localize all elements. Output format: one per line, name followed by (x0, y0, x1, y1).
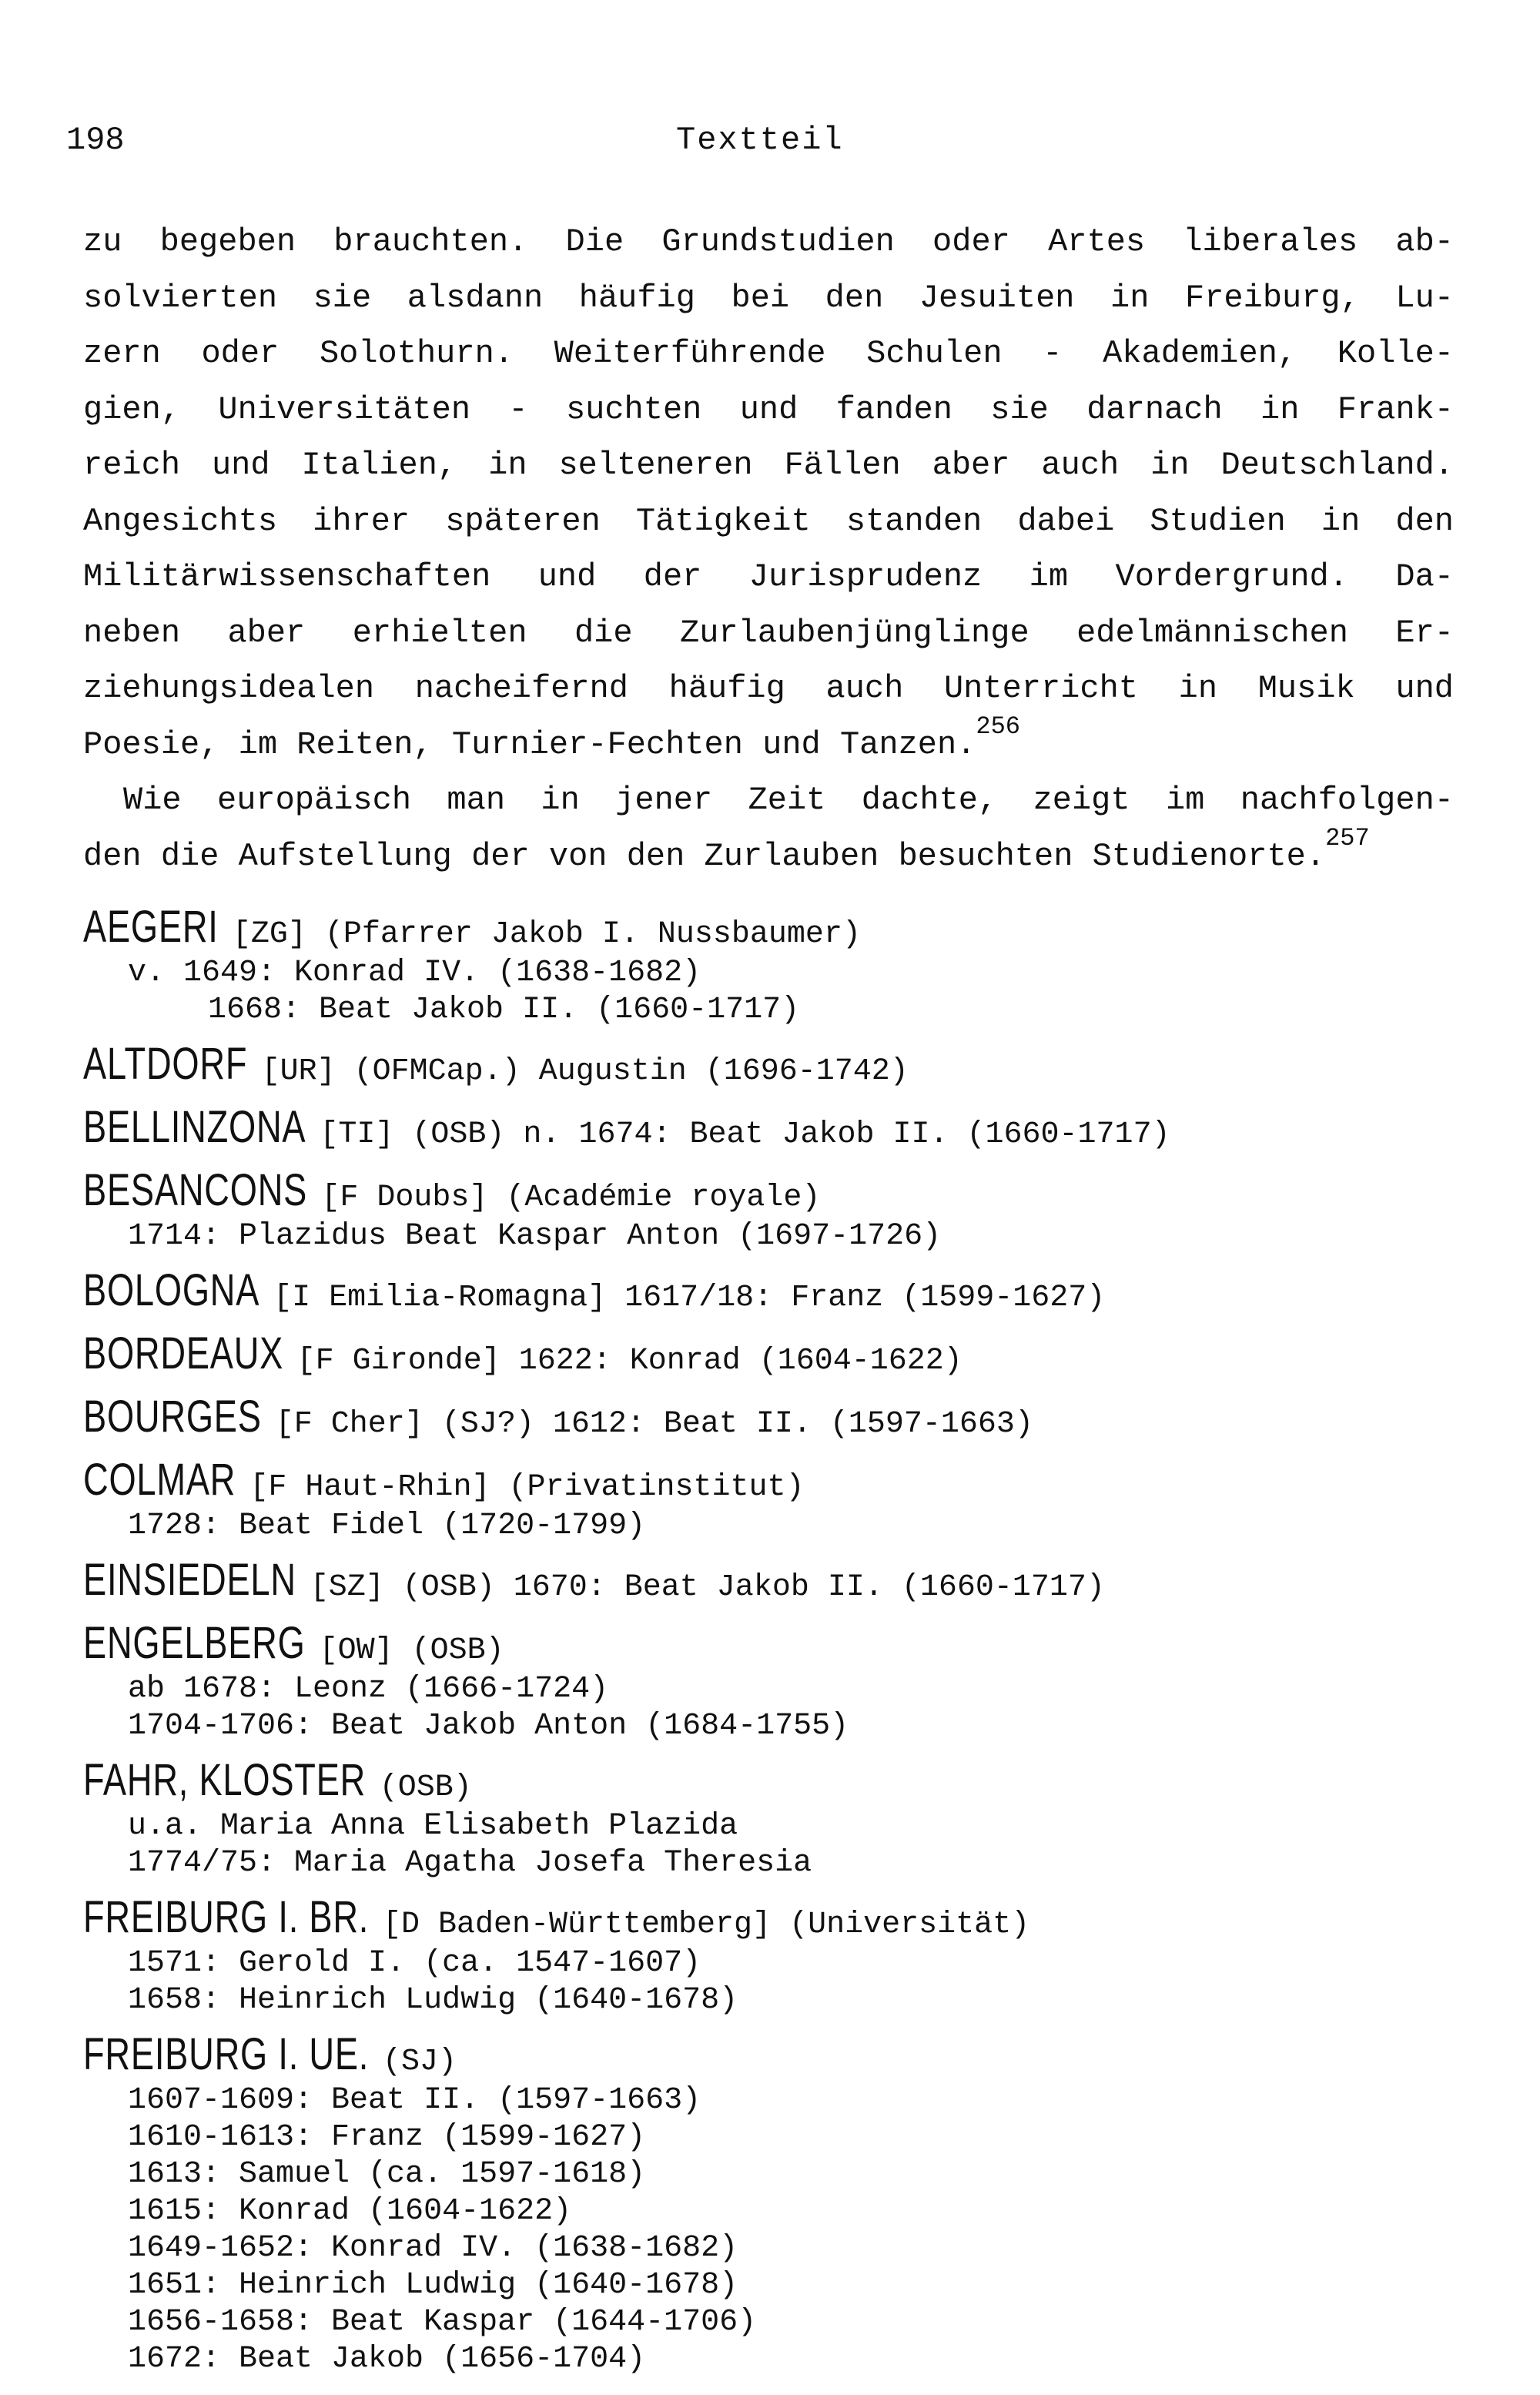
entry-heading (83, 1100, 1469, 1155)
place-info: [I Emilia-Romagna] 1617/18: Franz (1599-1627) (273, 1281, 1106, 1315)
place-info: [F Haut-Rhin] (Privatinstitut) (249, 1470, 805, 1505)
text-line: Militärwissenschaften und der Jurisprudenz im Vordergrund. Da- (83, 558, 1454, 595)
place-info: [SZ] (OSB) 1670: Beat Jakob II. (1660-1717) (310, 1570, 1105, 1605)
place-entry (83, 2027, 1469, 2378)
text-line: zern oder Solothurn. Weiterführende Schulen - Akademien, Kolle- (83, 335, 1454, 372)
entry-line: 1571: Gerold I. (ca. 1547-1607) (128, 1946, 701, 1981)
place-info: [TI] (OSB) n. 1674: Beat Jakob II. (1660-1717) (320, 1117, 1170, 1152)
place-entry (83, 1389, 1469, 1445)
footnote-ref-256: 256 (976, 712, 1020, 741)
entry-heading (83, 1389, 1469, 1445)
text-line: zu begeben brauchten. Die Grundstudien oder Artes liberales ab- (83, 223, 1454, 260)
place-info: (SJ) (382, 2045, 457, 2079)
place-name: EINSIEDELN (83, 1555, 296, 1605)
place-info: [D Baden-Württemberg] (Universität) (382, 1908, 1030, 1942)
text-line: Wie europäisch man in jener Zeit dachte, zeigt im nachfolgen- (123, 782, 1454, 819)
entry-line: 1672: Beat Jakob (1656-1704) (128, 2342, 646, 2377)
entry-heading (83, 1753, 1469, 1808)
entry-line: 1610-1613: Franz (1599-1627) (128, 2120, 646, 2155)
study-places-list (83, 899, 1469, 2386)
place-entry (83, 1452, 1469, 1545)
entry-line: 1704-1706: Beat Jakob Anton (1684-1755) (128, 1709, 849, 1743)
paragraph-2-last-line: den die Aufstellung der von den Zurlauben besuchten Studienorte.$^{257}$ (83, 823, 1370, 875)
text-line: Angesichts ihrer späteren Tätigkeit standen dabei Studien in den (83, 502, 1454, 540)
place-name: BORDEAUX (83, 1328, 284, 1378)
entry-heading (83, 1616, 1469, 1671)
place-info: [ZG] (Pfarrer Jakob I. Nussbaumer) (232, 917, 861, 952)
place-entry (83, 1553, 1469, 1608)
entry-heading (83, 1890, 1469, 1945)
entry-line: 1649-1652: Konrad IV. (1638-1682) (128, 2231, 738, 2266)
place-info: [F Gironde] 1622: Konrad (1604-1622) (296, 1344, 962, 1378)
place-info: [F Doubs] (Académie royale) (321, 1181, 821, 1215)
entry-line: 1714: Plazidus Beat Kaspar Anton (1697-1726) (128, 1219, 942, 1254)
entry-line: 1658: Heinrich Ludwig (1640-1678) (128, 1983, 738, 2018)
entry-heading (83, 1163, 1469, 1218)
place-entry (83, 1100, 1469, 1155)
entry-line: 1615: Konrad (1604-1622) (128, 2194, 572, 2229)
entry-line: 1613: Samuel (ca. 1597-1618) (128, 2157, 646, 2192)
place-name: BESANCONS (83, 1165, 308, 1215)
entry-line: v. 1649: Konrad IV. (1638-1682) (128, 956, 701, 990)
place-entry (83, 1616, 1469, 1745)
place-name: FREIBURG I. UE. (83, 2029, 370, 2079)
entry-line: 1774/75: Maria Agatha Josefa Theresia (128, 1846, 812, 1881)
entry-heading (83, 899, 1469, 955)
place-info: [UR] (OFMCap.) Augustin (1696-1742) (261, 1054, 909, 1089)
place-name: BOURGES (83, 1392, 262, 1442)
place-name: COLMAR (83, 1455, 236, 1505)
entry-line: 1656-1658: Beat Kaspar (1644-1706) (128, 2305, 757, 2340)
text-line: ziehungsidealen nacheifernd häufig auch Unterricht in Musik und (83, 670, 1454, 707)
place-entry (83, 1163, 1469, 1255)
text-line: gien, Universitäten - suchten und fanden sie darnach in Frank- (83, 390, 1454, 428)
entry-heading (83, 1553, 1469, 1608)
place-name: BOLOGNA (83, 1265, 260, 1315)
place-info: [F Cher] (SJ?) 1612: Beat II. (1597-1663) (275, 1407, 1033, 1442)
paragraph-1 (83, 214, 1454, 717)
entry-line: 1668: Beat Jakob II. (1660-1717) (208, 993, 800, 1027)
place-info: (OSB) (379, 1770, 472, 1805)
place-entry (83, 1037, 1469, 1092)
entry-heading (83, 1452, 1469, 1508)
place-entry (83, 1326, 1469, 1382)
entry-line: ab 1678: Leonz (1666-1724) (128, 1672, 609, 1707)
text-line: neben aber erhielten die Zurlaubenjünglinge edelmännischen Er- (83, 614, 1454, 652)
place-name: BELLINZONA (83, 1102, 306, 1152)
place-name: FAHR, KLOSTER (83, 1755, 367, 1805)
place-name: FREIBURG I. BR. (83, 1892, 370, 1942)
paragraph-1-last-line: Poesie, im Reiten, Turnier-Fechten und Tanzen.$^{256}$ (83, 712, 1020, 763)
place-name: AEGERI (83, 902, 219, 952)
place-entry (83, 1753, 1469, 1882)
entry-heading (83, 1263, 1469, 1318)
entry-heading (83, 1326, 1469, 1382)
entry-line: u.a. Maria Anna Elisabeth Plazida (128, 1809, 738, 1844)
place-entry (83, 899, 1469, 1029)
place-name: ALTDORF (83, 1039, 248, 1089)
place-entry (83, 1890, 1469, 2019)
entry-line: 1651: Heinrich Ludwig (1640-1678) (128, 2268, 738, 2303)
running-head: Textteil (676, 122, 844, 159)
place-entry (83, 1263, 1469, 1318)
footnote-ref-257: 257 (1325, 823, 1370, 852)
body-text (83, 214, 1454, 884)
text-line: solvierten sie alsdann häufig bei den Jesuiten in Freiburg, Lu- (83, 279, 1454, 317)
paragraph-2 (83, 772, 1454, 829)
entry-line: 1728: Beat Fidel (1720-1799) (128, 1509, 646, 1543)
page-number: 198 (66, 122, 125, 159)
entry-line: 1607-1609: Beat II. (1597-1663) (128, 2083, 701, 2118)
place-name: ENGELBERG (83, 1618, 306, 1668)
place-info: [OW] (OSB) (319, 1633, 504, 1668)
entry-heading (83, 2027, 1469, 2082)
text-line: reich und Italien, in selteneren Fällen aber auch in Deutschland. (83, 447, 1454, 484)
entry-heading (83, 1037, 1469, 1092)
